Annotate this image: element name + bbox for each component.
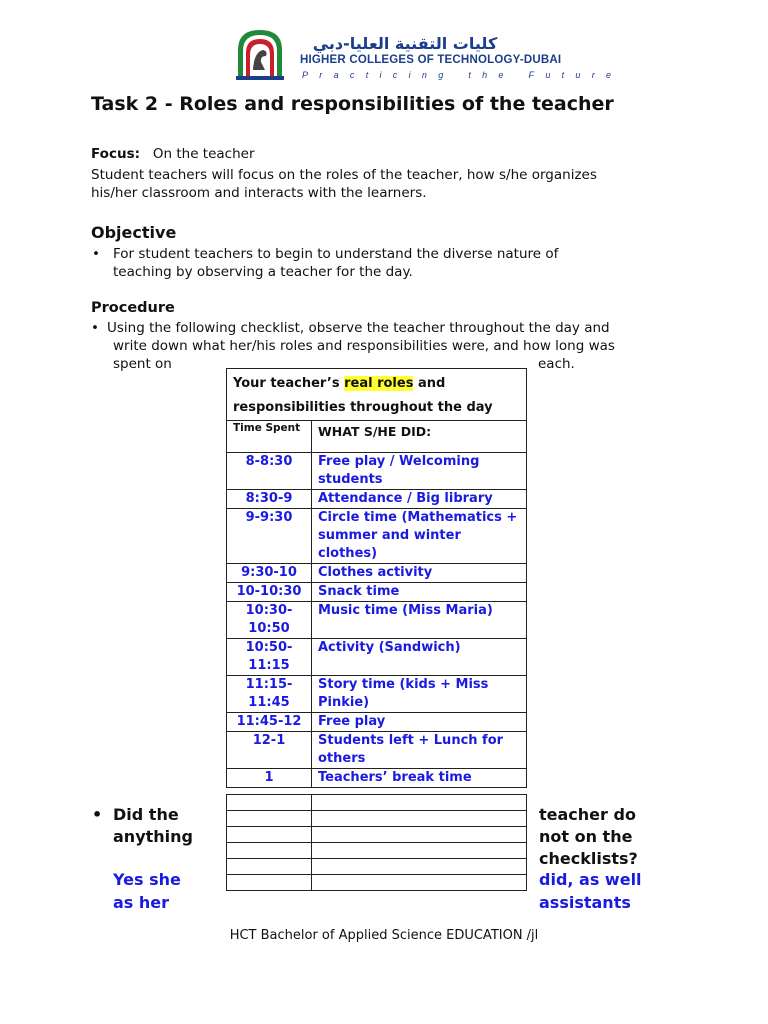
time-cell: 10-10:30	[227, 583, 312, 602]
table-title: Your teacher’s real roles and responsibilities throughout the day	[227, 369, 527, 421]
answer-left-1: Yes she	[113, 870, 181, 889]
answer-right-1: did, as well	[539, 870, 642, 889]
empty-cell	[312, 811, 527, 827]
time-cell: 10:50-11:15	[227, 639, 312, 676]
table-row	[227, 564, 527, 583]
table-row	[227, 453, 527, 490]
time-cell: 8-8:30	[227, 453, 312, 490]
table-body	[227, 453, 527, 788]
bullet-icon: •	[92, 805, 103, 824]
table-header-row	[227, 369, 527, 421]
activity-cell: Attendance / Big library	[312, 490, 527, 509]
empty-cell	[312, 875, 527, 891]
hct-logo-icon	[232, 26, 288, 82]
empty-cell	[227, 843, 312, 859]
procedure-line-3-left: spent on	[113, 356, 172, 372]
page-footer: HCT Bachelor of Applied Science EDUCATION /jl	[229, 928, 539, 943]
activity-cell: Story time (kids + Miss Pinkie)	[312, 676, 527, 713]
activity-cell: Teachers’ break time	[312, 769, 527, 788]
empty-cell	[227, 875, 312, 891]
answer-right-2: assistants	[539, 893, 631, 912]
objective-line-2: teaching by observing a teacher for the day.	[113, 264, 413, 280]
bullet-icon: •	[92, 246, 100, 262]
col-time-header: Time Spent	[227, 421, 312, 453]
logo-tagline: Practicing the Future	[302, 70, 623, 80]
table-row	[227, 732, 527, 769]
table-row	[227, 639, 527, 676]
activity-cell: Free play	[312, 713, 527, 732]
question-left-2: anything	[113, 827, 193, 846]
focus-value: On the teacher	[152, 146, 255, 162]
logo-english-name: HIGHER COLLEGES OF TECHNOLOGY-DUBAI	[300, 54, 562, 66]
time-cell: 12-1	[227, 732, 312, 769]
procedure-line-1: Using the following checklist, observe the teacher throughout the day and	[107, 320, 610, 336]
empty-cell	[312, 827, 527, 843]
time-cell: 8:30-9	[227, 490, 312, 509]
time-cell: 1	[227, 769, 312, 788]
table-row	[227, 583, 527, 602]
activity-cell: Activity (Sandwich)	[312, 639, 527, 676]
intro-line-1: Student teachers will focus on the roles of the teacher, how s/he organizes	[91, 167, 597, 183]
col-what-header: WHAT S/HE DID:	[312, 421, 527, 453]
table-row	[227, 490, 527, 509]
activity-cell: Circle time (Mathematics + summer and winter clothes)	[312, 509, 527, 564]
answer-left-2: as her	[113, 893, 170, 912]
logo-arabic-name: كليات التقنية العليا-دبي	[312, 34, 498, 53]
procedure-line-3-right: each.	[538, 356, 575, 372]
table-row	[227, 713, 527, 732]
page-title: Task 2 - Roles and responsibilities of the teacher	[91, 93, 614, 115]
objective-line-1: For student teachers to begin to understand the diverse nature of	[113, 246, 559, 262]
time-cell: 9:30-10	[227, 564, 312, 583]
focus-line	[91, 145, 255, 163]
empty-cell	[227, 795, 312, 811]
empty-cell	[227, 859, 312, 875]
empty-cell	[312, 859, 527, 875]
bullet-icon: •	[91, 320, 99, 336]
activity-cell: Clothes activity	[312, 564, 527, 583]
table-row	[227, 509, 527, 564]
question-right-1: teacher do	[539, 805, 636, 824]
empty-rows-table	[226, 794, 527, 891]
objective-heading: Objective	[91, 223, 177, 242]
procedure-heading: Procedure	[91, 300, 175, 316]
activity-cell: Students left + Lunch for others	[312, 732, 527, 769]
table-row	[227, 676, 527, 713]
column-header-row	[227, 421, 527, 453]
empty-cell	[227, 827, 312, 843]
roles-table	[226, 368, 527, 788]
table-row	[227, 769, 527, 788]
question-left-1: Did the	[113, 805, 179, 824]
activity-cell: Free play / Welcoming students	[312, 453, 527, 490]
time-cell: 11:15-11:45	[227, 676, 312, 713]
question-right-3: checklists?	[539, 849, 638, 868]
empty-cell	[227, 811, 312, 827]
empty-cell	[312, 795, 527, 811]
activity-cell: Music time (Miss Maria)	[312, 602, 527, 639]
time-cell: 11:45-12	[227, 713, 312, 732]
intro-line-2: his/her classroom and interacts with the learners.	[91, 185, 427, 201]
activity-cell: Snack time	[312, 583, 527, 602]
table-row	[227, 602, 527, 639]
question-right-2: not on the	[539, 827, 633, 846]
highlight-real-roles: real roles	[344, 376, 414, 391]
procedure-line-2: write down what her/his roles and responsibilities were, and how long was	[113, 338, 615, 354]
focus-label: Focus:	[91, 146, 140, 162]
time-cell: 10:30-10:50	[227, 602, 312, 639]
time-cell: 9-9:30	[227, 509, 312, 564]
empty-cell	[312, 843, 527, 859]
